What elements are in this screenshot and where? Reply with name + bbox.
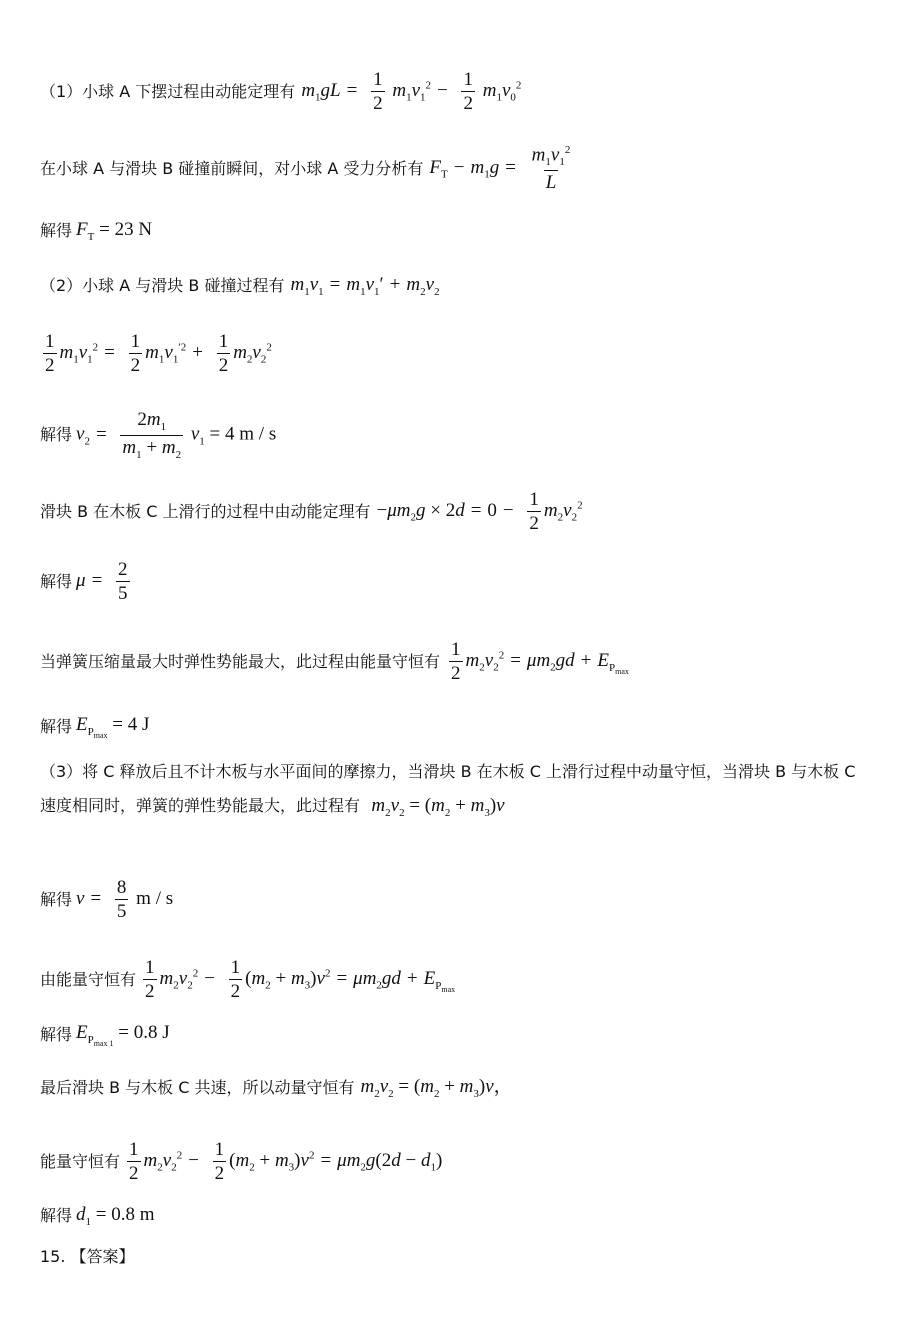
equation: $E_{P_{max}} = 4$ J bbox=[76, 714, 150, 740]
value: = 4 J bbox=[112, 714, 150, 735]
equation: $d_1 = 0.8$ m bbox=[76, 1204, 155, 1228]
equation: $F_T = 23$ N bbox=[76, 219, 153, 243]
equation: $-\mu m_2g \times 2d = 0$ − $\frac{1}{2}$ $m_2v_2^2$ bbox=[376, 489, 583, 534]
solution-line-3 bbox=[40, 220, 870, 243]
solution-line-1 bbox=[40, 70, 870, 113]
value: = 0.8 J bbox=[118, 1022, 170, 1043]
text: 解得 bbox=[40, 425, 73, 445]
text: 解得 bbox=[40, 1025, 73, 1045]
text: 滑块 B 在木板 C 上滑行的过程中由动能定理有 bbox=[40, 501, 371, 521]
solution-line-8 bbox=[40, 560, 870, 603]
text: 当弹簧压缩量最大时弹性势能最大，此过程由能量守恒有 bbox=[40, 651, 441, 671]
text: 解得 bbox=[40, 889, 73, 909]
solution-line-7 bbox=[40, 490, 870, 533]
solution-line-10 bbox=[40, 715, 870, 740]
solution-line-2 bbox=[40, 145, 870, 192]
text: （3）将 C 释放后且不计木板与水平面间的摩擦力，当滑块 B 在木板 C 上滑行过程中动量守恒，当滑块 B 与木板 C 速度相同时，弹簧的弹性势能最大，此过程有 bbox=[40, 762, 856, 815]
solution-line-9 bbox=[40, 640, 870, 683]
equation: $m_1gL$ = $\frac{1}{2}$ $m_1v_1^2$ − $\frac{1}{2}$ $m_1v_0^2$ bbox=[301, 69, 522, 114]
text: 最后滑块 B 与木板 C 共速，所以动量守恒有 bbox=[40, 1078, 355, 1098]
unit: m / s bbox=[136, 887, 174, 909]
value: = 0.8 m bbox=[95, 1204, 155, 1225]
equation: $E_{P_{max 1}} = 0.8$ J bbox=[76, 1022, 170, 1048]
solution-line-4 bbox=[40, 275, 870, 298]
solution-line-11 bbox=[40, 755, 870, 830]
mu-numerator: 2 bbox=[118, 559, 128, 580]
text: 在小球 A 与滑块 B 碰撞前瞬间，对小球 A 受力分析有 bbox=[40, 158, 424, 178]
solution-line-14 bbox=[40, 1023, 870, 1048]
solution-line-15 bbox=[40, 1077, 870, 1100]
equation: $m_1v_1 = m_1v_1' + m_2v_2$ bbox=[290, 274, 440, 298]
mu-denominator: 5 bbox=[118, 583, 128, 604]
equation: $\frac{1}{2}$ $m_2v_2^2$ − $\frac{1}{2}$ $(m_2 + m_3)v^2 = \mu m_2g(2d - d_1)$ bbox=[129, 1139, 443, 1184]
text: 解得 bbox=[40, 717, 73, 737]
solution-line-12 bbox=[40, 878, 870, 921]
text: 解得 bbox=[40, 1206, 73, 1226]
equation: $\frac{1}{2}$ $m_1v_1^2$ = $\frac{1}{2}$ $m_1v_1^{'2}$ + $\frac{1}{2}$ $m_2v_2^2$ bbox=[45, 331, 272, 376]
equation: v = $\frac{8}{5}$ m / s bbox=[76, 877, 174, 922]
solution-line-13 bbox=[40, 958, 870, 1001]
solution-line-16 bbox=[40, 1140, 870, 1183]
answer-heading bbox=[40, 1249, 870, 1265]
solution-line-17 bbox=[40, 1205, 870, 1228]
text: 解得 bbox=[40, 571, 73, 591]
equation: $m_2v_2 = (m_2 + m_3)v$， bbox=[360, 1076, 513, 1100]
equation: $v_2$ = $\frac{2m_1}{m_1 + m_2}$ $v_1 = 4$ m / s bbox=[76, 409, 277, 461]
value: = 4 m / s bbox=[209, 423, 277, 445]
solution-line-6 bbox=[40, 410, 870, 461]
text: 能量守恒有 bbox=[40, 1151, 121, 1171]
text: 由能量守恒有 bbox=[40, 969, 137, 989]
equation: $\frac{1}{2}$ $m_2v_2^2 = \mu m_2gd + E_{P_{max}}$ bbox=[451, 639, 629, 684]
value: = 23 N bbox=[99, 219, 153, 240]
text: 解得 bbox=[40, 221, 73, 241]
text: （2）小球 A 与滑块 B 碰撞过程有 bbox=[40, 276, 285, 296]
v-denominator: 5 bbox=[116, 901, 127, 922]
text: 15. 【答案】 bbox=[40, 1247, 135, 1266]
equation: $F_T - m_1g$ = $\frac{m_1v_1^2}{L}$ bbox=[429, 144, 571, 194]
v-numerator: 8 bbox=[116, 877, 127, 898]
equation: $\frac{1}{2}$ $m_2v_2^2$ − $\frac{1}{2}$ $(m_2 + m_3)v^2 = \mu m_2gd + E_{P_{max}}$ bbox=[145, 957, 456, 1002]
solution-line-5 bbox=[40, 332, 870, 375]
text: （1）小球 A 下摆过程由动能定理有 bbox=[40, 81, 296, 101]
equation: $m_2v_2 = (m_2 + m_3)v$ bbox=[371, 795, 505, 819]
equation: μ = $\frac{2}{5}$ bbox=[76, 559, 128, 604]
